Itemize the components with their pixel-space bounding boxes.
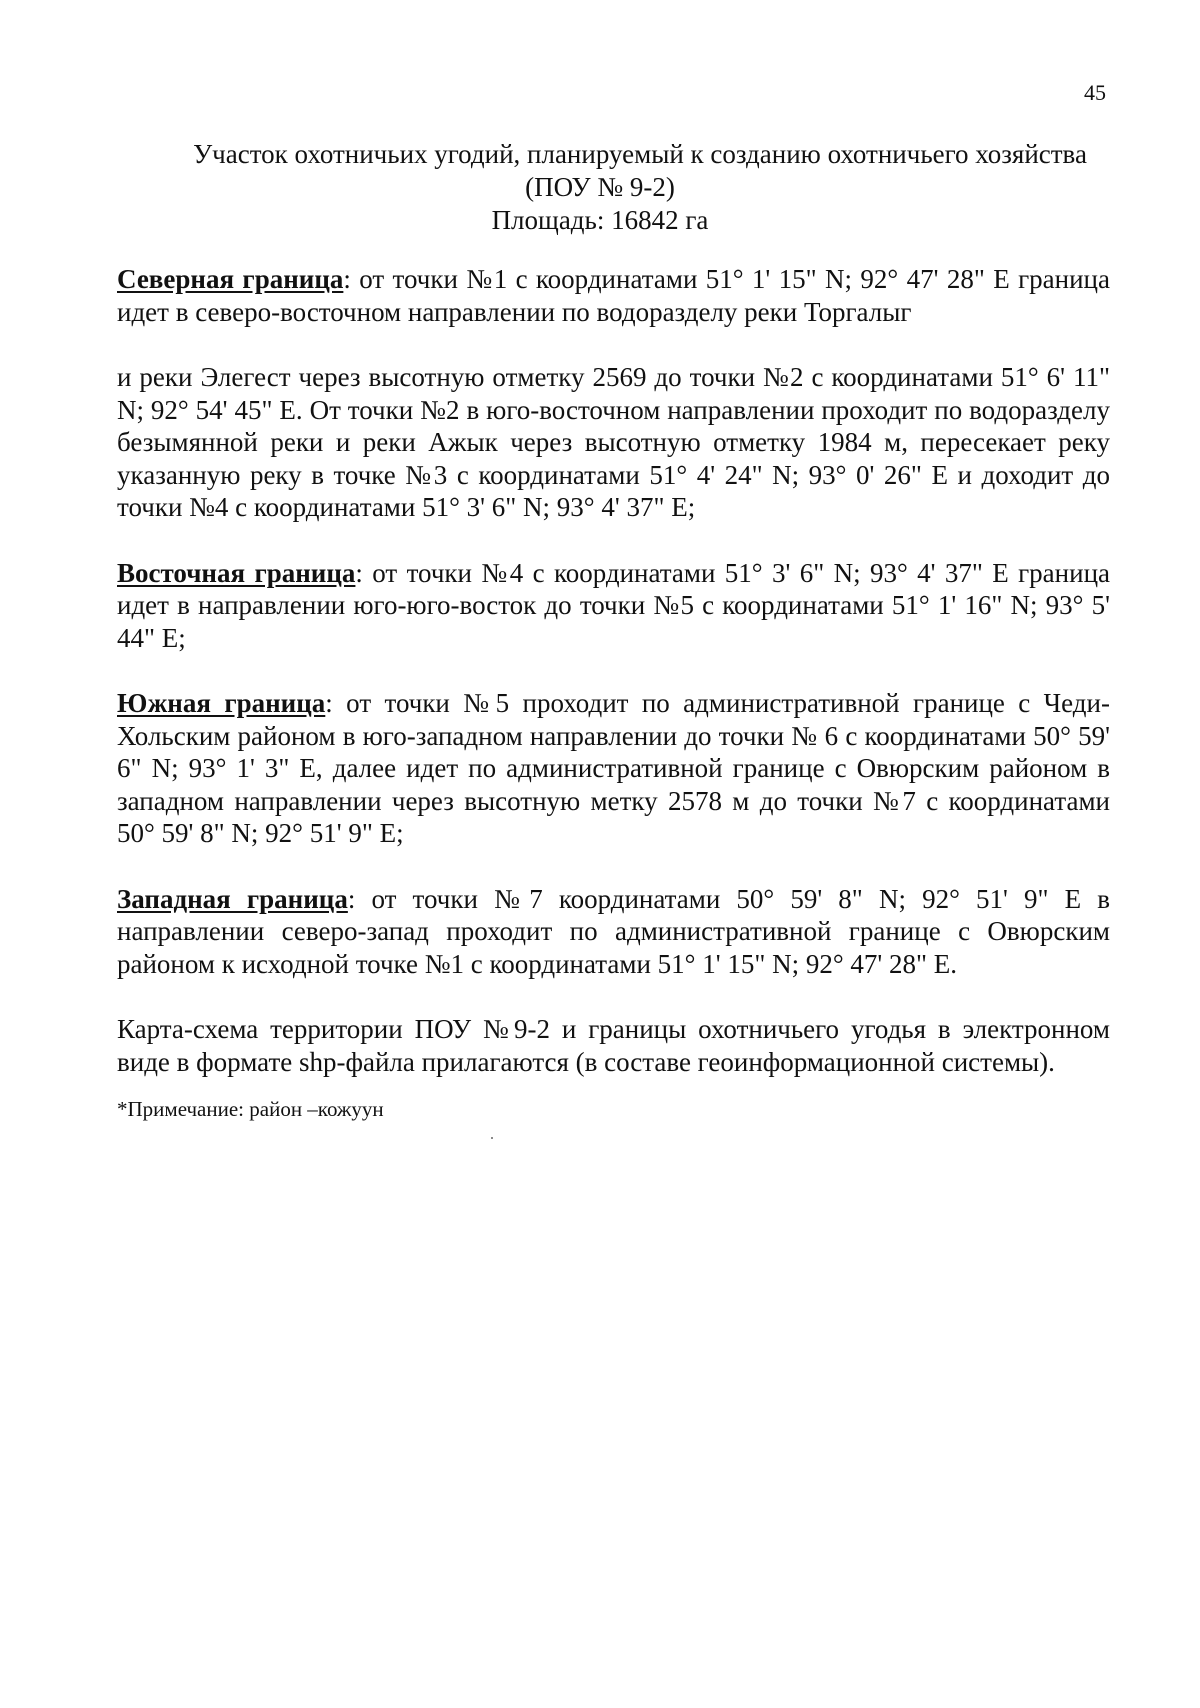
footnote: *Примечание: район –кожуун [117,1097,384,1121]
page-number: 45 [1084,80,1106,105]
west-boundary-paragraph [117,883,1110,981]
spacer [117,328,1110,361]
north-boundary-label: Северная граница [117,264,344,294]
north-boundary-paragraph [117,263,1110,328]
west-boundary-label: Западная граница [117,883,348,914]
spacer [117,524,1110,557]
south-boundary-text: : от точки №5 проходит по административной границе с Чеди-Хольским районом в юго-западном направлении до точки № 6 с координатами 50° 59' 6" N; 93° 1' 3" E, далее идет по административной границе с Овюрским районом в западном направлении через высотную метку 2578 м до точки №7 с координатами 50° 59' 8" N; 92° 51' 9" E; [117,688,1110,848]
map-note-paragraph: Карта-схема территории ПОУ №9-2 и границы охотничьего угодья в электронном виде в формате shp-файла прилагаются (в составе геоинформационной системы). [117,1014,1110,1077]
spacer [117,654,1110,687]
scan-speck [491,1137,493,1139]
north-boundary-text-1: : от точки №1 с координатами 51° 1' 15" N; 92° 47' 28" E граница идет в северо-восточном направлении по водоразделу реки Торгалыг [117,264,1110,327]
plot-code: (ПОУ № 9-2) [525,172,675,202]
document-title: Участок охотничьих угодий, планируемый к созданию охотничьего хозяйства [193,139,1087,169]
spacer [117,850,1110,883]
plot-area: Площадь: 16842 га [491,205,709,235]
south-boundary-label: Южная граница [117,688,326,718]
east-boundary-label: Восточная граница [117,557,356,588]
south-boundary-paragraph [117,687,1110,850]
north-boundary-continuation: и реки Элегест через высотную отметку 2569 до точки №2 с координатами 51° 6' 11" N; 92° 54' 45" E. От точки №2 в юго-восточном направлении проходит по водоразделу безымянной реки и реки Ажык через высотную отметку 1984 м, пересекает реку указанную реку в точке №3 с координатами 51° 4' 24" N; 93° 0' 26" E и доходит до точки №4 с координатами 51° 3' 6" N; 93° 4' 37" E; [117,362,1110,522]
west-boundary-text: : от точки №7 координатами 50° 59' 8" N; 92° 51' 9" E в направлении северо-запад проходит по административной границе с Овюрским районом к исходной точке №1 с координатами 51° 1' 15" N; 92° 47' 28" E. [117,883,1110,979]
document-header [0,138,1200,237]
spacer [117,980,1110,1013]
east-boundary-paragraph [117,557,1110,655]
east-boundary-text: : от точки №4 с координатами 51° 3' 6" N; 93° 4' 37" E граница идет в направлении юго-юго-восток до точки №5 с координатами 51° 1' 16" N; 93° 5' 44" E; [117,557,1110,653]
document-body [117,263,1110,1122]
